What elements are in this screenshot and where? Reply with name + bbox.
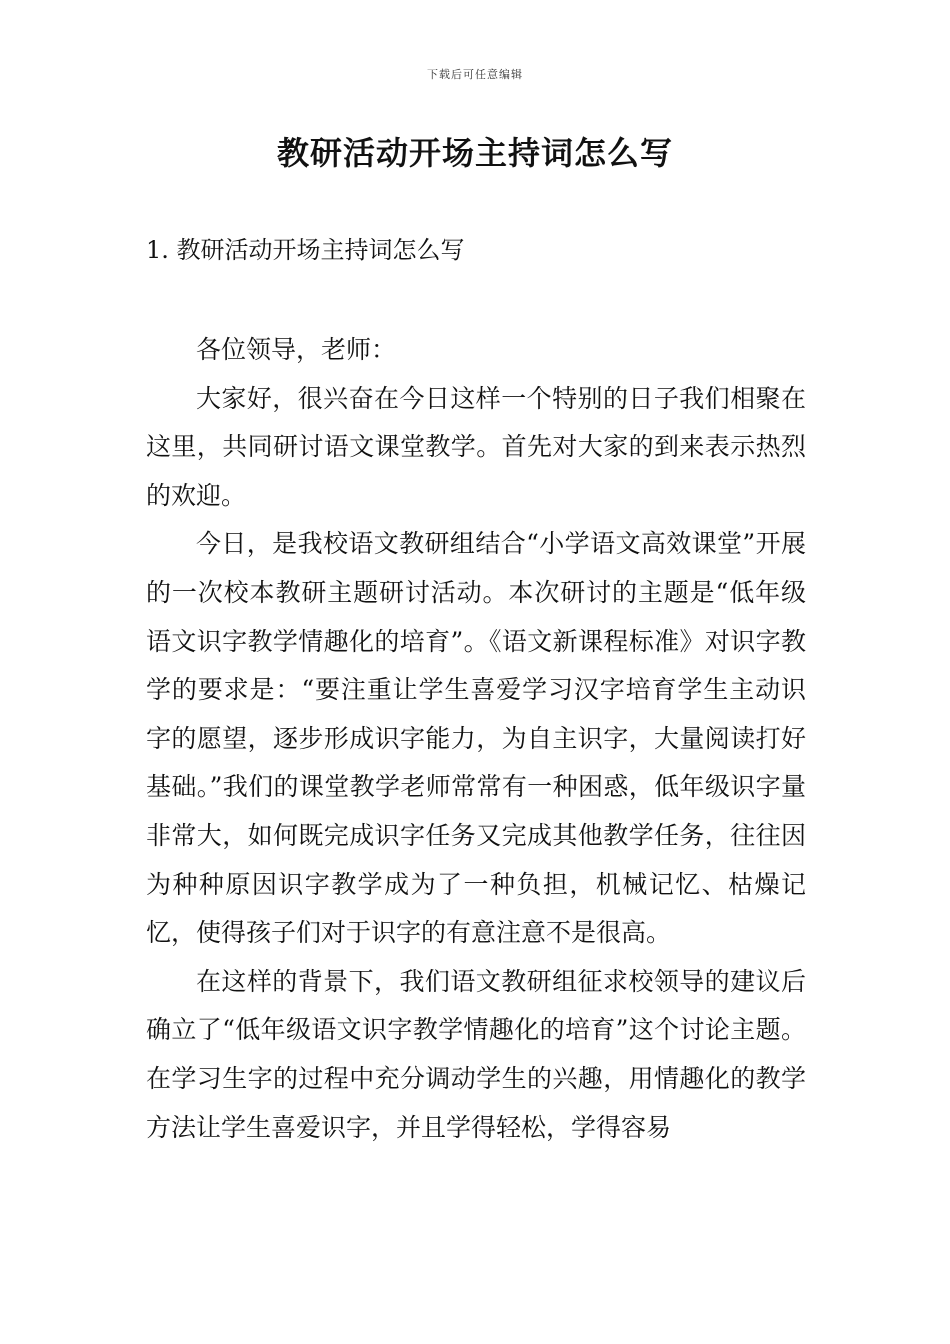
paragraph-background: 在这样的背景下，我们语文教研组征求校领导的建议后确立了“低年级语文识字教学情趣化的培育”这个讨论主题。在学习生字的过程中充分调动学生的兴趣，用情趣化的教学方法让学生喜爱识字，并且学得轻松，学得容易 xyxy=(146,966,806,1142)
document-body xyxy=(146,326,806,1152)
header-note: 下载后可任意编辑 xyxy=(427,68,523,81)
section-heading: 1. 教研活动开场主持词怎么写 xyxy=(146,236,465,264)
paragraph-topic: 今日，是我校语文教研组结合“小学语文高效课堂”开展的一次校本教研主题研讨活动。本次研讨的主题是“低年级语文识字教学情趣化的培育”。《语文新课程标准》对识字教学的要求是：“要注重让学生喜爱学习汉字培育学生主动识字的愿望，逐步形成识字能力，为自主识字，大量阅读打好基础。”我们的课堂教学老师常常有一种困惑，低年级识字量非常大，如何既完成识字任务又完成其他教学任务，往往因为种种原因识字教学成为了一种负担，机械记忆、枯燥记忆，使得孩子们对于识字的有意注意不是很高。 xyxy=(146,529,806,948)
document-title: 教研活动开场主持词怎么写 xyxy=(276,134,673,172)
paragraph-welcome: 大家好，很兴奋在今日这样一个特别的日子我们相聚在这里，共同研讨语文课堂教学。首先对大家的到来表示热烈的欢迎。 xyxy=(146,383,806,510)
paragraph-greeting: 各位领导，老师： xyxy=(196,335,397,364)
